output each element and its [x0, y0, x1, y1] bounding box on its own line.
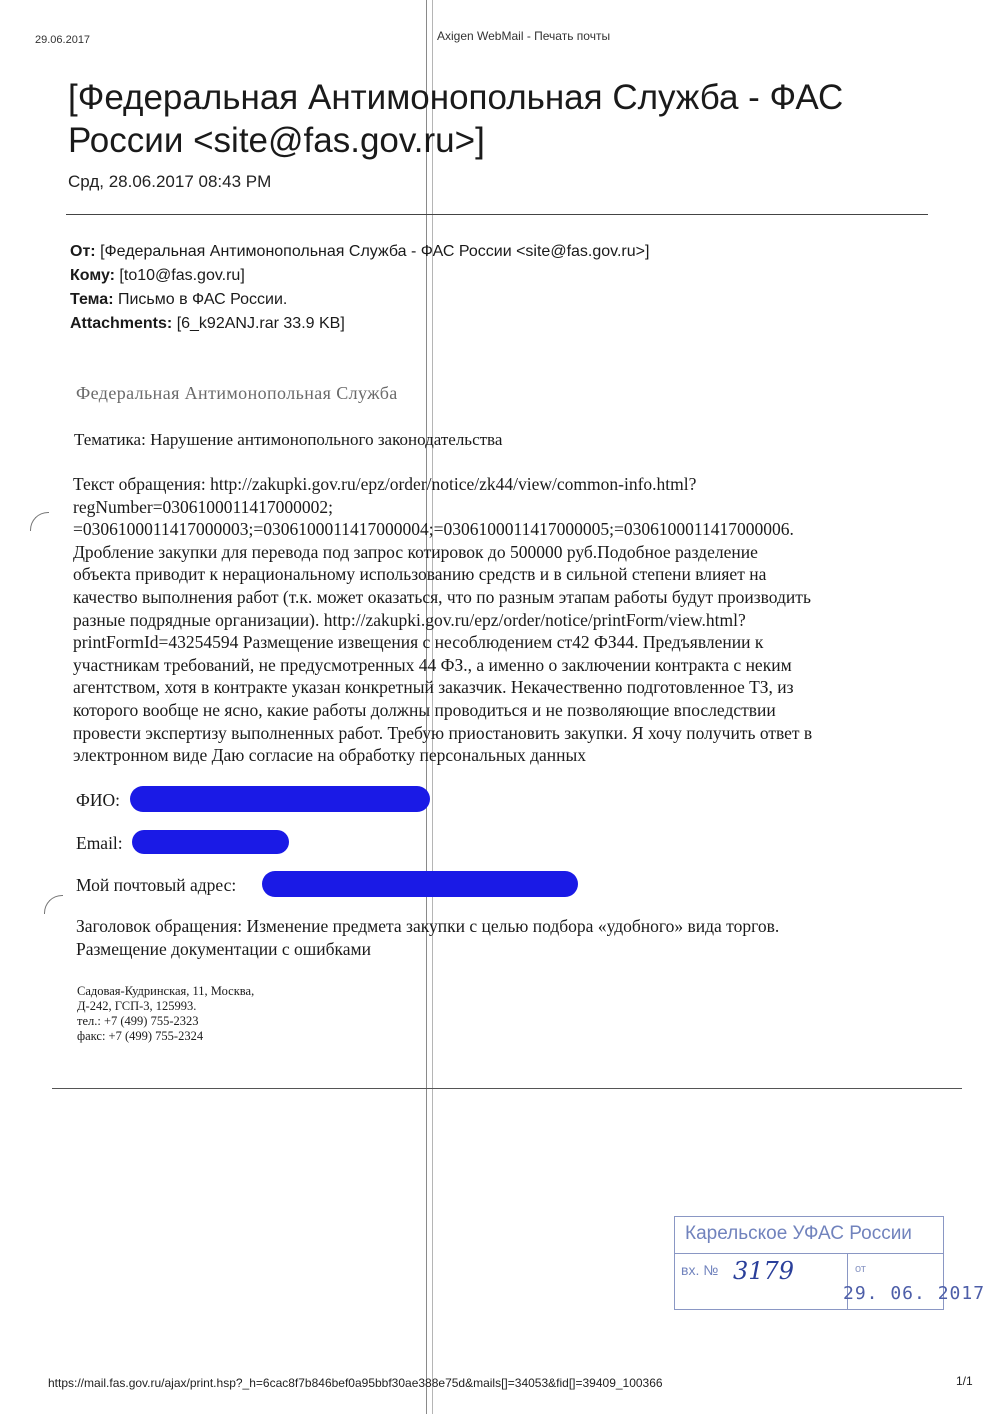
appeal-line: качество выполнения работ (т.к. может оказаться, что по разным этапам работы будут производить [73, 586, 811, 607]
to-label: Кому: [70, 267, 115, 284]
email-label: Email: [76, 833, 123, 853]
from-value: [Федеральная Антимонопольная Служба - ФАС России <site@fas.gov.ru>] [100, 243, 650, 260]
heading-line: Заголовок обращения: Изменение предмета закупки с целью подбора «удобного» вида торгов. [76, 916, 780, 936]
message-fields [70, 240, 930, 336]
subject-label: Тема: [70, 291, 114, 308]
heading-line: Размещение документации с ошибками [76, 939, 371, 959]
stamp-divider [675, 1253, 943, 1254]
fio-label: ФИО: [76, 790, 120, 810]
to-row [70, 264, 930, 288]
attachments-value: [6_k92ANJ.rar 33.9 KB] [176, 315, 345, 332]
appeal-line: =0306100011417000003;=0306100011417000004;=0306100011417000005;=0306100011417000006. [73, 519, 794, 540]
attachments-label: Attachments: [70, 315, 173, 332]
appeal-line: электронном виде Даю согласие на обработку персональных данных [73, 745, 587, 766]
redaction-email [132, 830, 289, 854]
to-value: [to10@fas.gov.ru] [119, 267, 245, 284]
appeal-line: которого вообще не ясно, какие работы должны проводиться и не позволяющие впоследствии [73, 699, 776, 720]
registration-stamp [674, 1216, 986, 1310]
print-date: 29.06.2017 [35, 34, 91, 46]
redaction-address [262, 871, 578, 897]
divider [66, 214, 928, 215]
redaction-fio [130, 786, 430, 812]
print-title: Axigen WebMail - Печать почты [437, 29, 611, 43]
org-address [77, 984, 377, 1044]
address-line: Садовая-Кудринская, 11, Москва, [77, 984, 255, 998]
appeal-line: Дробление закупки для перевода под запрос котировок до 500000 руб.Подобное разделение [73, 541, 758, 562]
stamp-date: 29. 06. 2017 [843, 1283, 986, 1304]
appeal-line: разные подрядные организации). http://zakupki.gov.ru/epz/order/notice/printForm/view.html? [73, 609, 746, 630]
divider [52, 1088, 962, 1089]
stamp-title: Карельское УФАС России [685, 1223, 912, 1244]
address-line: факс: +7 (499) 755-2324 [77, 1029, 204, 1043]
address-line: тел.: +7 (499) 755-2323 [77, 1014, 199, 1028]
stamp-number-label: вх. № [681, 1262, 719, 1278]
topic-line: Тематика: Нарушение антимонопольного законодательства [74, 430, 503, 449]
appeal-line: printFormId=43254594 Размещение извещения с несоблюдением ст42 ФЗ44. Предъявлении к [73, 632, 764, 653]
appeal-text [73, 473, 943, 767]
stamp-number-value: 3179 [733, 1257, 795, 1285]
address-label: Мой почтовый адрес: [76, 875, 237, 895]
print-url: https://mail.fas.gov.ru/ajax/print.hsp?_h=6cac8f7b846bef0a95bbf30ae388e75d&mails[]=34053&fid[]=39409_100366 [48, 1376, 663, 1390]
appeal-line: объекта приводит к нерациональному использованию средств и в сильной степени влияет на [73, 564, 767, 585]
org-name: Федеральная Антимонопольная Служба [76, 383, 398, 403]
appeal-heading [76, 915, 936, 961]
address-line: Д-242, ГСП-3, 125993. [77, 999, 197, 1013]
message-subject: [Федеральная Антимонопольная Служба - ФАС России <site@fas.gov.ru>] [68, 78, 844, 160]
punch-hole-mark [44, 895, 63, 914]
appeal-line: regNumber=0306100011417000002; [73, 496, 334, 517]
page-number: 1/1 [956, 1374, 973, 1388]
attachments-row [70, 312, 930, 336]
subject-value: Письмо в ФАС России. [117, 291, 288, 308]
appeal-line: агентством, хотя в контракте указан конкретный заказчик. Некачественно подготовленное ТЗ, из [73, 677, 794, 698]
appeal-line: Текст обращения: http://zakupki.gov.ru/epz/order/notice/zk44/view/common-info.html? [73, 474, 697, 494]
appeal-line: провести экспертизу выполненных работ. Требую приостановить закупки. Я хочу получить ответ в [73, 722, 813, 743]
stamp-from-label: от [855, 1263, 866, 1275]
message-date: Срд, 28.06.2017 08:43 PM [68, 172, 272, 191]
appeal-line: участникам требований, не предусмотренных 44 ФЗ., а именно о заключении контракта с неким [73, 654, 792, 675]
punch-hole-mark [30, 512, 49, 531]
subject-row [70, 288, 930, 312]
from-row [70, 240, 930, 264]
from-label: От: [70, 243, 96, 260]
